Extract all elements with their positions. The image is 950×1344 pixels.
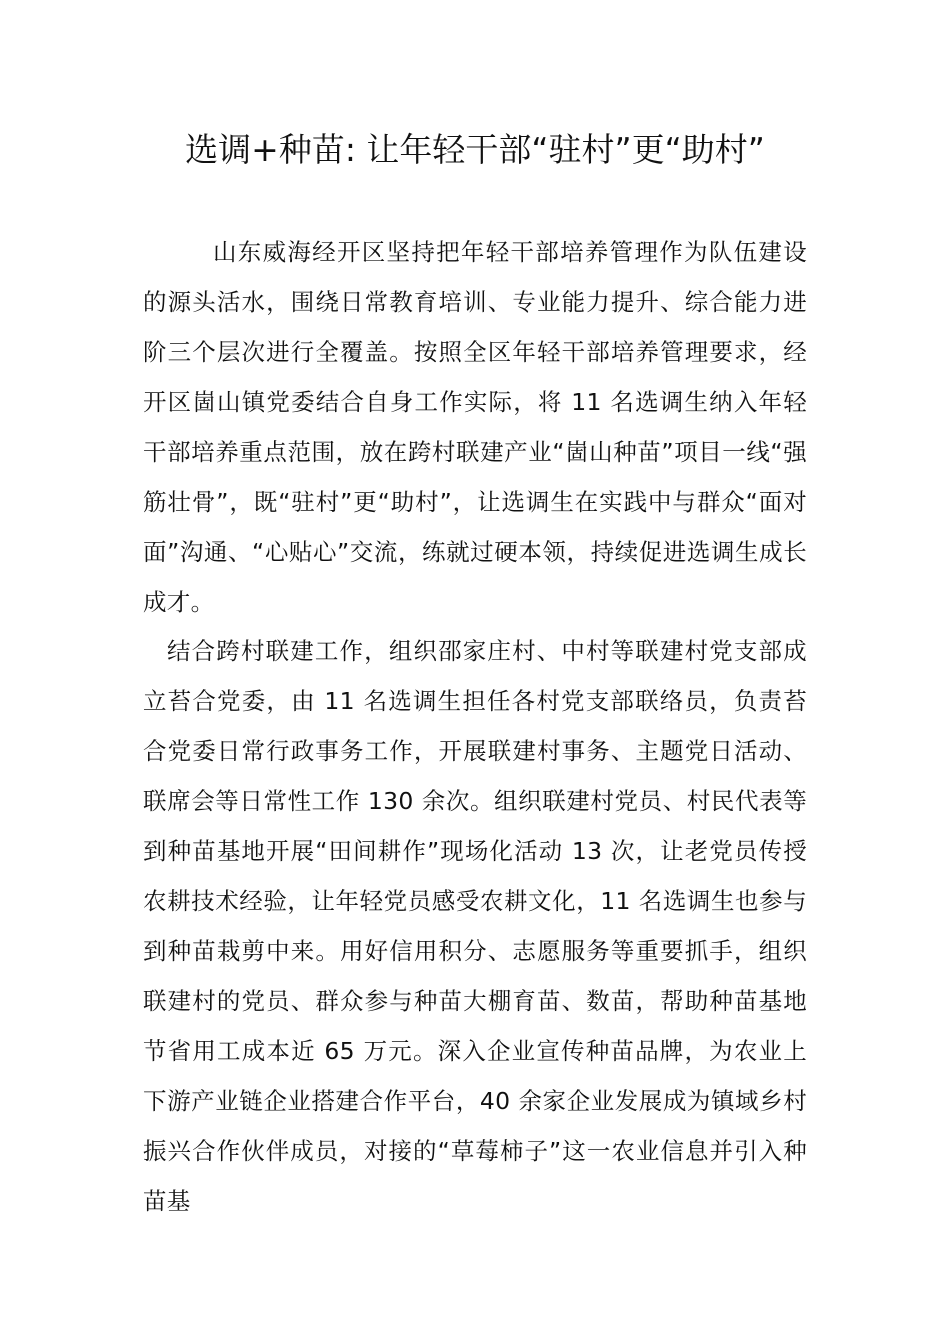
paragraph-1: 山东威海经开区坚持把年轻干部培养管理作为队伍建设的源头活水，围绕日常教育培训、专业能力提升、综合能力进阶三个层次进行全覆盖。按照全区年轻干部培养管理要求，经开区崮山镇党委结合自身工作实际，将 11 名选调生纳入年轻干部培养重点范围，放在跨村联建产业“崮山种苗”项目一线“强筋壮骨”，既“驻村”更“助村”，让选调生在实践中与群众“面对面”沟通、“心贴心”交流，练就过硬本领，持续促进选调生成长成才。 (143, 238, 807, 616)
document-title: 选调+种苗: 让年轻干部“驻村”更“助村” (185, 130, 765, 169)
paragraph-2: 结合跨村联建工作，组织邵家庄村、中村等联建村党支部成立苔合党委，由 11 名选调生担任各村党支部联络员，负责苔合党委日常行政事务工作，开展联建村事务、主题党日活动、联席会等日常性工作 130 余次。组织联建村党员、村民代表等到种苗基地开展“田间耕作”现场化活动 13 次，让老党员传授农耕技术经验，让年轻党员感受农耕文化，11 名选调生也参与到种苗栽剪中来。用好信用积分、志愿服务等重要抓手，组织联建村的党员、群众参与种苗大棚育苗、数苗，帮助种苗基地节省用工成本近 65 万元。深入企业宣传种苗品牌，为农业上下游产业链企业搭建合作平台，40 余家企业发展成为镇域乡村振兴合作伙伴成员，对接的“草莓柿子”这一农业信息并引入种苗基 (143, 637, 807, 1215)
